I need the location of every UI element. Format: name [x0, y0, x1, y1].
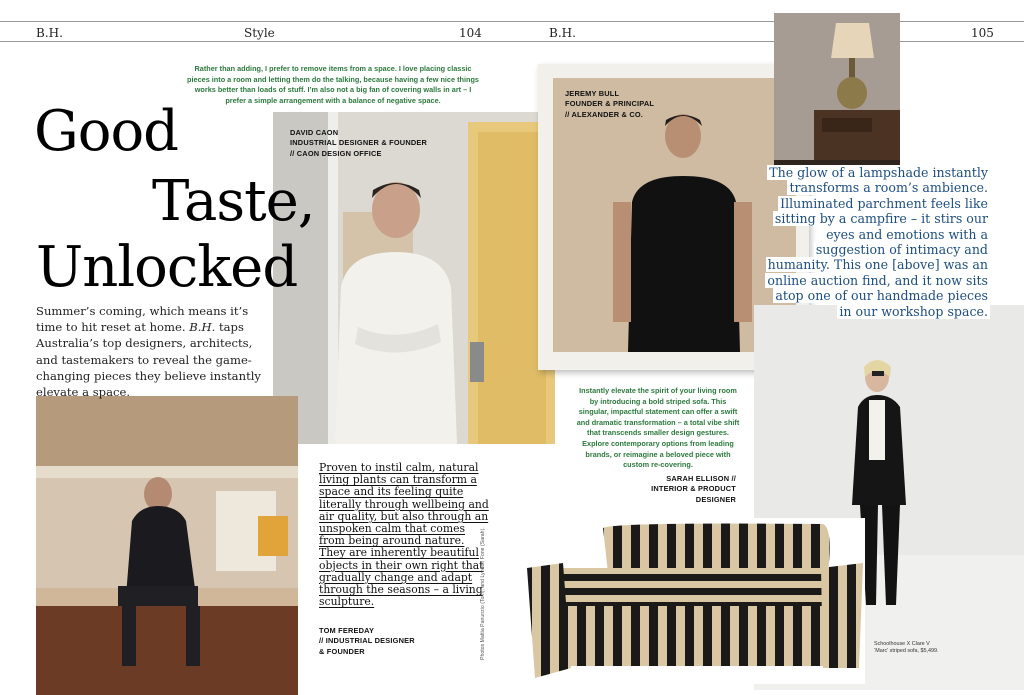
jeremy-pull-quote-text: The glow of a lampshade instantly transforms a room’s ambience. Illuminated parchment feels like sitting by a campfire – it stirs our eyes and emotions with a suggestion of intimacy and humanity. This one [above] was an online auction find, and it now sits atop one of our handmade pieces in our workshop space.: [767, 165, 988, 319]
sarah-quote: Instantly elevate the spirit of your living room by introducing a bold striped sofa. This singular, impactful statement can offer a swift and dramatic transformation – a total vibe shift that transcends smaller design gestures. Explore contemporary options from leading brands, or reimagine a beloved piece with custom re-covering.: [576, 386, 740, 470]
tom-fereday-photo: [36, 396, 298, 695]
tom-caption: [319, 626, 415, 657]
sarah-caption: [614, 474, 736, 505]
tom-quote: Proven to instil calm, natural living plants can transform a space and its feeling quite literally through wellbeing and air quality, but also through an unspoken calm that comes from being around nature. They are inherently beautiful objects in their own right that gradually change and adapt through the seasons – a living sculpture.: [319, 461, 489, 609]
headline-line-1: Good: [34, 99, 179, 164]
jeremy-pull-quote: [764, 165, 990, 319]
sofa-caption-line-1: Schoolhouse X Clare V: [874, 641, 930, 647]
sofa-caption: [874, 641, 939, 655]
tom-name: TOM FEREDAY: [319, 626, 375, 635]
headline-line-3: Unlocked: [36, 235, 298, 300]
lamp-photo: [774, 13, 900, 176]
page-number-right: 105: [971, 26, 994, 40]
headline-line-2: Taste,: [152, 169, 315, 234]
tom-role: // INDUSTRIAL DESIGNER: [319, 636, 415, 646]
striped-sofa-photo: [523, 518, 865, 684]
brand-right: B.H.: [549, 26, 576, 40]
jeremy-role: FOUNDER & PRINCIPAL: [565, 99, 655, 109]
david-quote: Rather than adding, I prefer to remove items from a space. I love placing classic pieces into a room and letting them do the talking, because having a few nice things works better than loads of stuff. I’m also not a big fan of covering walls in art – I prefer a simple arrangement with a balance of negative space.: [187, 64, 479, 105]
jeremy-company: // ALEXANDER & CO.: [565, 109, 644, 119]
david-name: DAVID CAON: [290, 128, 339, 137]
sarah-role: INTERIOR & PRODUCT DESIGNER: [651, 484, 736, 504]
tom-extra: & FOUNDER: [319, 646, 365, 656]
david-company: // CAON DESIGN OFFICE: [290, 148, 382, 158]
jeremy-name: JEREMY BULL: [565, 89, 620, 98]
section-label: Style: [244, 26, 275, 40]
brand-left: B.H.: [36, 26, 63, 40]
photo-credit: Photos Mattia Panunzio (Tom), and Lyndon Fone (Sarah).: [480, 527, 486, 660]
sofa-caption-line-2: ‘Marc’ striped sofa, $5,499.: [874, 648, 939, 654]
intro-paragraph: [36, 303, 276, 400]
david-role: INDUSTRIAL DESIGNER & FOUNDER: [290, 138, 428, 148]
intro-text-b: taps Australia’s top designers, architects, and tastemakers to reveal the game-changing pieces they believe instantly elevate a space.: [36, 320, 261, 400]
page-number-left: 104: [459, 26, 482, 40]
sarah-name: SARAH ELLISON //: [666, 474, 736, 483]
david-caption: [290, 128, 427, 159]
intro-brand: B.H.: [189, 320, 216, 335]
intro-text-a: Summer’s coming, which means it’s time to hit reset at home.: [36, 304, 249, 335]
jeremy-caption: [565, 89, 654, 120]
david-caon-photo: [273, 112, 555, 444]
